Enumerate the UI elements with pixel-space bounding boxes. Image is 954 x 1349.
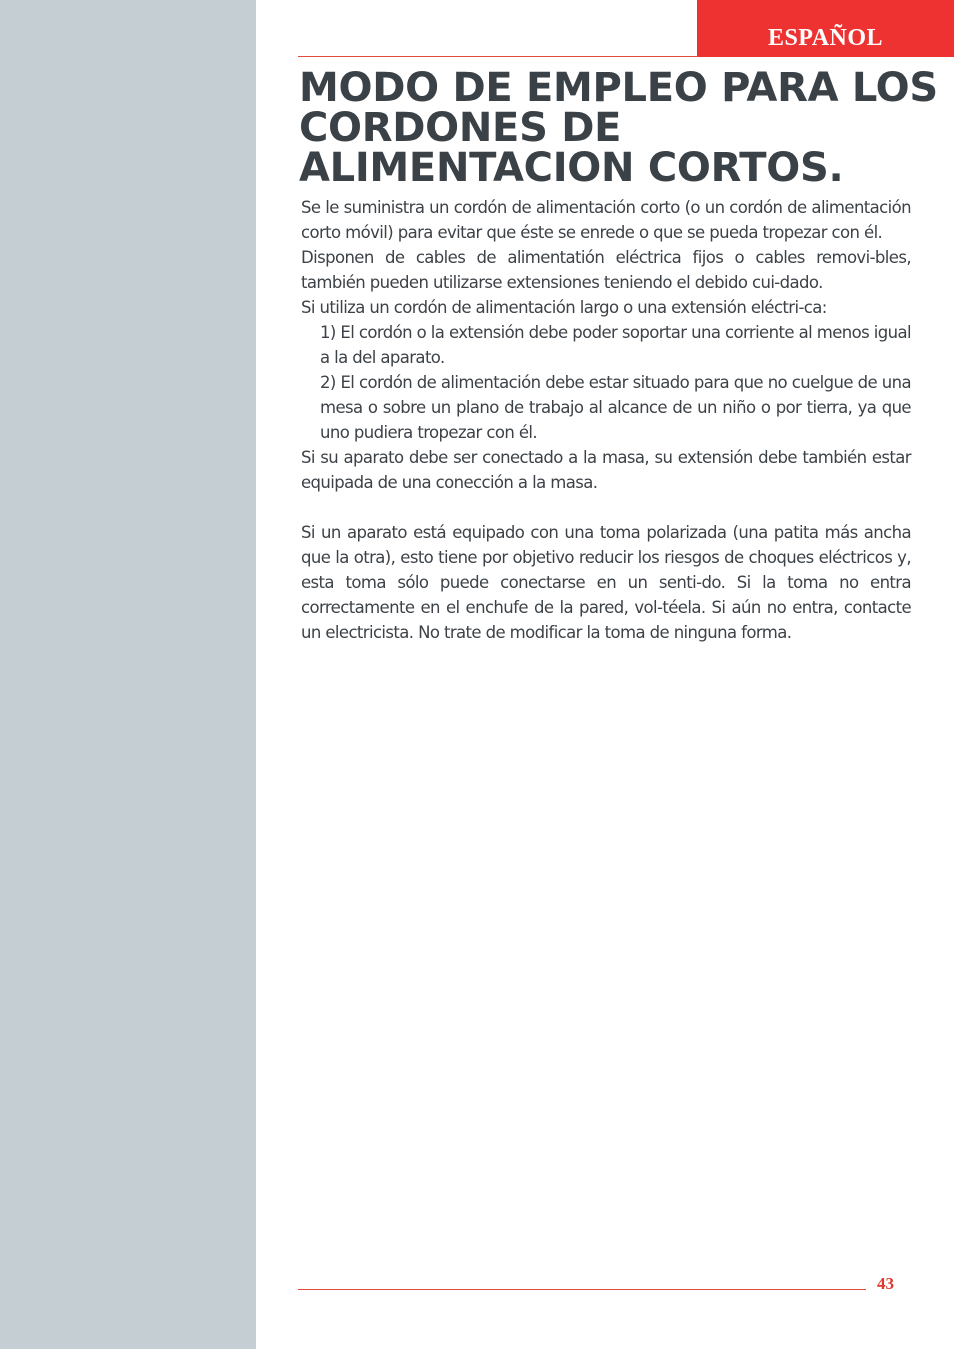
paragraph: Si su aparato debe ser conectado a la masa, su extensión debe también estar equipada de una conección a la masa. [301,448,911,492]
body-text [301,195,911,645]
list-item: 1) El cordón o la extensión debe poder soportar una corriente al menos igual a la del aparato. [320,323,911,367]
bottom-divider [298,1289,866,1290]
paragraph: Disponen de cables de alimentatión eléctrica fijos o cables removi-bles, también pueden utilizarse extensiones teniendo el debido cui-dado. [301,248,911,292]
page-number: 43 [877,1274,894,1293]
paragraph-spacer [301,495,911,520]
page-title: MODO DE EMPLEO PARA LOS CORDONES DE ALIMENTACION CORTOS. [299,65,938,191]
paragraph: Se le suministra un cordón de alimentación corto (o un cordón de alimentación corto móvil) para evitar que éste se enrede o que se pueda tropezar con él. [301,198,911,242]
paragraph: Si utiliza un cordón de alimentación largo o una extensión eléctri-ca: [301,298,827,317]
paragraph: Si un aparato está equipado con una toma polarizada (una patita más ancha que la otra), esto tiene por objetivo reducir los riesgos de choques eléctricos y, esta toma sólo puede conectarse en un senti-do. Si la toma no entra correctamente en el enchufe de la pared, vol-téela. Si aún no entra, contacte un electricista. No trate de modificar la toma de ninguna forma. [301,523,911,642]
list-item: 2) El cordón de alimentación debe estar situado para que no cuelgue de una mesa o sobre un plano de trabajo al alcance de un niño o por tierra, ya que uno pudiera tropezar con él. [320,373,911,442]
sidebar-band [0,0,256,1349]
top-divider [298,56,698,57]
language-tab: ESPAÑOL [697,0,954,57]
